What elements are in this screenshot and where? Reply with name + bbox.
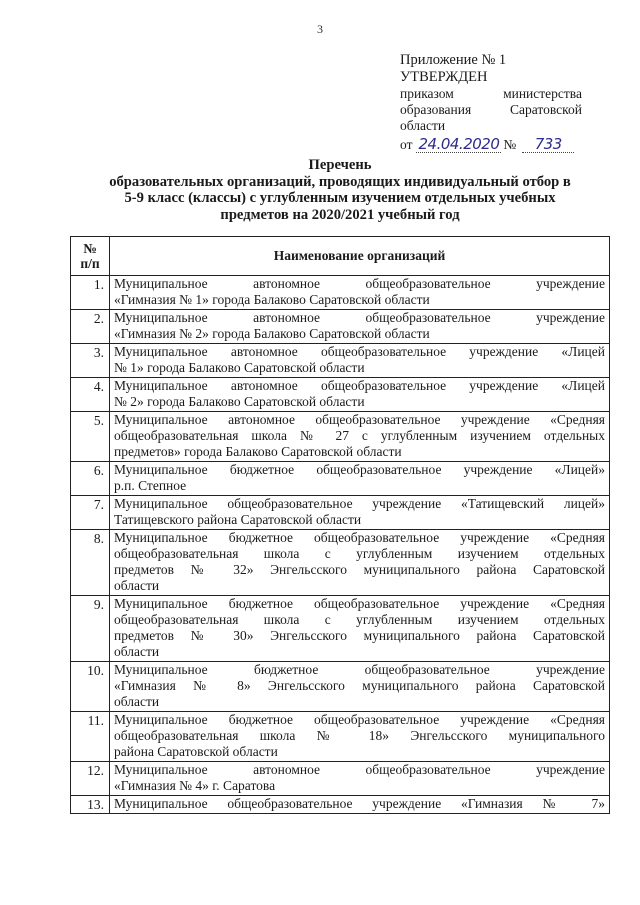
order-line-2: образования Саратовской	[400, 102, 582, 117]
column-header-name: Наименование организаций	[110, 237, 610, 276]
organization-name-line: «Гимназия № 1» города Балаково Саратовской области	[114, 292, 430, 307]
column-header-number-line-2: п/п	[80, 256, 100, 271]
organization-name-line: области	[114, 578, 160, 593]
organization-name	[110, 378, 610, 412]
approval-block	[400, 52, 582, 153]
organization-name-line: Муниципальное бюджетное общеобразовательное учреждение «Средняя	[114, 712, 605, 727]
organization-name-line: общеобразовательная школа № 27 с углубленным изучением отдельных	[114, 428, 605, 443]
organization-name-line: Муниципальное общеобразовательное учреждение «Татищевский лицей»	[114, 496, 605, 511]
organization-name	[110, 344, 610, 378]
organization-name	[110, 412, 610, 462]
organization-name	[110, 310, 610, 344]
row-number: 8.	[71, 530, 110, 596]
approved-label: УТВЕРЖДЕН	[400, 69, 488, 85]
organization-name	[110, 462, 610, 496]
number-prefix: №	[503, 137, 517, 152]
organizations-table	[70, 236, 610, 814]
page-number: 3	[317, 22, 323, 36]
handwritten-number: 733	[522, 136, 574, 153]
table-header-row	[71, 237, 610, 276]
row-number: 9.	[71, 596, 110, 662]
row-number: 6.	[71, 462, 110, 496]
table-row	[71, 344, 610, 378]
table-row	[71, 276, 610, 310]
table-row	[71, 712, 610, 762]
organization-name	[110, 796, 610, 814]
organization-name-line: «Гимназия № 4» г. Саратова	[114, 778, 276, 793]
organization-name-line: Муниципальное бюджетное общеобразовательное учреждение «Средняя	[114, 530, 605, 545]
organization-name	[110, 530, 610, 596]
organization-name-line: Муниципальное автономное общеобразовательное учреждение	[114, 310, 605, 325]
document-heading	[70, 157, 610, 223]
organization-name-line: № 1» города Балаково Саратовской области	[114, 360, 365, 375]
organization-name-line: общеобразовательная школа № 18» Энгельсского муниципального	[114, 728, 605, 743]
organization-name-line: р.п. Степное	[114, 478, 187, 493]
row-number: 5.	[71, 412, 110, 462]
organization-name-line: области	[114, 644, 160, 659]
table-body	[71, 276, 610, 814]
column-header-number-line-1: №	[83, 241, 97, 256]
table-row	[71, 378, 610, 412]
organization-name-line: «Гимназия № 2» города Балаково Саратовской области	[114, 326, 430, 341]
heading-title: Перечень	[308, 157, 372, 173]
row-number: 13.	[71, 796, 110, 814]
row-number: 3.	[71, 344, 110, 378]
organization-name-line: предметов» города Балаково Саратовской области	[114, 444, 402, 459]
table-row	[71, 762, 610, 796]
heading-line-2: 5-9 класс (классы) с углубленным изучением отдельных учебных	[124, 190, 556, 206]
organization-name-line: области	[114, 694, 160, 709]
organization-name-line: общеобразовательная школа с углубленным изучением отдельных	[114, 612, 605, 627]
column-header-number	[71, 237, 110, 276]
organization-name-line: района Саратовской области	[114, 744, 278, 759]
order-line-3: области	[400, 118, 446, 133]
order-line-1: приказом министерства	[400, 86, 582, 101]
organization-name-line: Муниципальное автономное общеобразовательное учреждение «Лицей	[114, 378, 605, 393]
organization-name-line: общеобразовательная школа с углубленным изучением отдельных	[114, 546, 605, 561]
handwritten-date: 24.04.2020	[418, 135, 500, 153]
organization-name-line: предметов № 32» Энгельсского муниципального района Саратовской	[114, 562, 605, 577]
organization-name-line: Татищевского района Саратовской области	[114, 512, 362, 527]
row-number: 7.	[71, 496, 110, 530]
organization-name-line: Муниципальное бюджетное общеобразовательное учреждение	[114, 662, 605, 677]
organization-name	[110, 762, 610, 796]
organization-name-line: предметов № 30» Энгельсского муниципального района Саратовской	[114, 628, 605, 643]
organization-name-line: Муниципальное автономное общеобразовательное учреждение	[114, 762, 605, 777]
table-row	[71, 662, 610, 712]
organization-name-line: Муниципальное бюджетное общеобразовательное учреждение «Средняя	[114, 596, 605, 611]
date-prefix: от	[400, 137, 413, 152]
row-number: 4.	[71, 378, 110, 412]
organization-name-line: Муниципальное автономное общеобразовательное учреждение «Средняя	[114, 412, 605, 427]
organization-name-line: № 2» города Балаково Саратовской области	[114, 394, 365, 409]
organization-name	[110, 276, 610, 310]
organization-name	[110, 496, 610, 530]
appendix-label: Приложение № 1	[400, 52, 507, 68]
organization-name	[110, 662, 610, 712]
table-row	[71, 496, 610, 530]
table-row	[71, 412, 610, 462]
row-number: 1.	[71, 276, 110, 310]
row-number: 12.	[71, 762, 110, 796]
table-row	[71, 310, 610, 344]
organization-name-line: «Гимназия № 8» Энгельсского муниципального района Саратовской	[114, 678, 605, 693]
row-number: 10.	[71, 662, 110, 712]
organization-name-line: Муниципальное общеобразовательное учреждение «Гимназия № 7»	[114, 796, 605, 811]
row-number: 11.	[71, 712, 110, 762]
organization-name-line: Муниципальное автономное общеобразовательное учреждение	[114, 276, 605, 291]
order-date-row	[400, 136, 582, 153]
table-row	[71, 596, 610, 662]
organization-name-line: Муниципальное автономное общеобразовательное учреждение «Лицей	[114, 344, 605, 359]
organization-name-line: Муниципальное бюджетное общеобразовательное учреждение «Лицей»	[114, 462, 605, 477]
heading-line-1: образовательных организаций, проводящих индивидуальный отбор в	[109, 173, 571, 190]
table-row	[71, 530, 610, 596]
organization-name	[110, 712, 610, 762]
table-row	[71, 796, 610, 814]
organization-name	[110, 596, 610, 662]
row-number: 2.	[71, 310, 110, 344]
heading-line-3: предметов на 2020/2021 учебный год	[220, 206, 460, 223]
table-row	[71, 462, 610, 496]
